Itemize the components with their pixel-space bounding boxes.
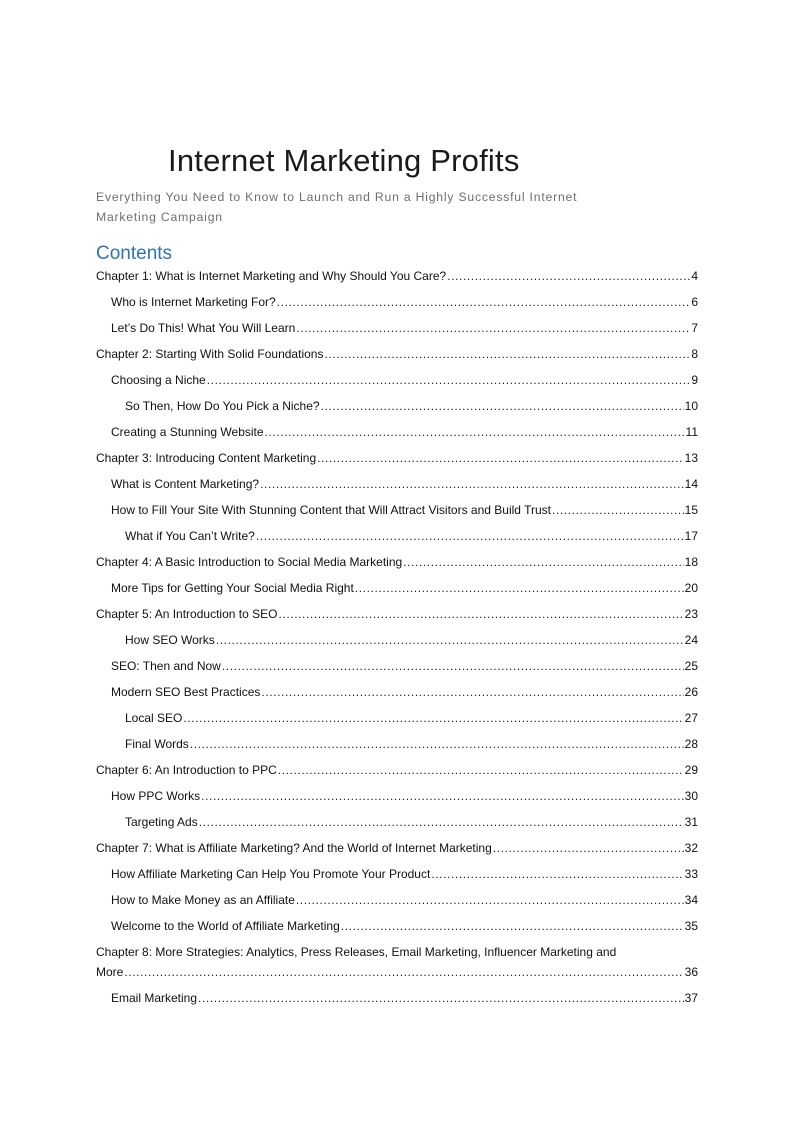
toc-entry-title: How Affiliate Marketing Can Help You Promote Your Product bbox=[111, 867, 431, 881]
toc-entry-title: Chapter 7: What is Affiliate Marketing? And the World of Internet Marketing bbox=[96, 841, 492, 855]
document-subtitle: Everything You Need to Know to Launch and Run a Highly Successful Internet Marketing Campaign bbox=[96, 190, 578, 224]
toc-dot-leader bbox=[190, 736, 684, 752]
toc-dot-leader bbox=[341, 918, 684, 934]
toc-dot-leader bbox=[207, 372, 691, 388]
toc-dot-leader bbox=[260, 476, 684, 492]
toc-dot-leader bbox=[198, 990, 684, 1006]
toc-entry[interactable] bbox=[96, 762, 698, 778]
toc-dot-leader bbox=[296, 892, 684, 908]
toc-entry-title: What is Content Marketing? bbox=[111, 477, 260, 491]
toc-dot-leader bbox=[317, 450, 684, 466]
toc-entry[interactable] bbox=[96, 502, 698, 518]
toc-entry[interactable] bbox=[96, 398, 698, 414]
toc-dot-leader bbox=[278, 606, 683, 622]
toc-page-number: 25 bbox=[684, 659, 698, 673]
toc-page-number: 34 bbox=[684, 893, 698, 907]
toc-dot-leader bbox=[261, 684, 683, 700]
toc-entry[interactable] bbox=[96, 450, 698, 466]
toc-dot-leader bbox=[124, 964, 683, 980]
toc-page-number: 20 bbox=[684, 581, 698, 595]
toc-entry-title-line1: Chapter 8: More Strategies: Analytics, Press Releases, Email Marketing, Influencer Marketing and bbox=[96, 945, 617, 959]
toc-entry-title: Chapter 2: Starting With Solid Foundations bbox=[96, 347, 324, 361]
toc-page-number: 31 bbox=[684, 815, 698, 829]
toc-dot-leader bbox=[493, 840, 684, 856]
toc-dot-leader bbox=[256, 528, 684, 544]
toc-page-number: 11 bbox=[685, 425, 698, 439]
toc-page-number: 29 bbox=[684, 763, 698, 777]
toc-entry[interactable] bbox=[96, 990, 698, 1006]
toc-page-number: 14 bbox=[684, 477, 698, 491]
toc-entry-title: How PPC Works bbox=[111, 789, 201, 803]
toc-dot-leader bbox=[277, 294, 691, 310]
toc-entry[interactable] bbox=[96, 372, 698, 388]
toc-page-number: 28 bbox=[684, 737, 698, 751]
toc-entry[interactable] bbox=[96, 580, 698, 596]
toc-page-number: 32 bbox=[684, 841, 698, 855]
toc-entry[interactable] bbox=[96, 814, 698, 830]
toc-entry-title: Targeting Ads bbox=[125, 815, 198, 829]
toc-dot-leader bbox=[183, 710, 683, 726]
toc-entry-title: How to Fill Your Site With Stunning Content that Will Attract Visitors and Build Trust bbox=[111, 503, 551, 517]
toc-dot-leader bbox=[447, 268, 690, 284]
toc-entry-title: How to Make Money as an Affiliate bbox=[111, 893, 295, 907]
toc-page-number: 24 bbox=[684, 633, 698, 647]
toc-entry[interactable] bbox=[96, 476, 698, 492]
toc-entry-title: Chapter 6: An Introduction to PPC bbox=[96, 763, 277, 777]
toc-page-number: 26 bbox=[684, 685, 698, 699]
toc-entry-chapter-8[interactable] bbox=[96, 944, 698, 980]
toc-entry-title-line2-row bbox=[96, 964, 698, 980]
toc-entry[interactable] bbox=[96, 736, 698, 752]
toc-entry[interactable] bbox=[96, 840, 698, 856]
toc-entry-title: Chapter 1: What is Internet Marketing and Why Should You Care? bbox=[96, 269, 447, 283]
toc-page-number: 33 bbox=[684, 867, 698, 881]
toc-page-number: 8 bbox=[691, 347, 698, 361]
toc-entry[interactable] bbox=[96, 320, 698, 336]
toc-entry[interactable] bbox=[96, 346, 698, 362]
toc-entry-title: Who is Internet Marketing For? bbox=[111, 295, 276, 309]
toc-dot-leader bbox=[222, 658, 684, 674]
toc-page-number: 27 bbox=[684, 711, 698, 725]
toc-entry-title: Local SEO bbox=[125, 711, 183, 725]
toc-page-number: 35 bbox=[684, 919, 698, 933]
toc-page-number: 17 bbox=[684, 529, 698, 543]
toc-entry-title: What if You Can’t Write? bbox=[125, 529, 255, 543]
table-of-contents bbox=[96, 268, 698, 1016]
toc-entry[interactable] bbox=[96, 658, 698, 674]
toc-page-number: 36 bbox=[684, 965, 698, 979]
toc-entry[interactable] bbox=[96, 606, 698, 622]
toc-entry[interactable] bbox=[96, 632, 698, 648]
toc-entry[interactable] bbox=[96, 710, 698, 726]
toc-dot-leader bbox=[278, 762, 684, 778]
toc-entry[interactable] bbox=[96, 866, 698, 882]
toc-page-number: 13 bbox=[684, 451, 698, 465]
toc-entry-title: So Then, How Do You Pick a Niche? bbox=[125, 399, 320, 413]
toc-entry-title: Welcome to the World of Affiliate Marketing bbox=[111, 919, 340, 933]
toc-entry-title: Creating a Stunning Website bbox=[111, 425, 264, 439]
toc-dot-leader bbox=[296, 320, 690, 336]
toc-entry[interactable] bbox=[96, 294, 698, 310]
toc-dot-leader bbox=[355, 580, 684, 596]
toc-entry-title: Chapter 4: A Basic Introduction to Social Media Marketing bbox=[96, 555, 403, 569]
toc-dot-leader bbox=[403, 554, 683, 570]
toc-page-number: 9 bbox=[691, 373, 698, 387]
toc-entry[interactable] bbox=[96, 892, 698, 908]
toc-page-number: 6 bbox=[691, 295, 698, 309]
toc-page-number: 7 bbox=[691, 321, 698, 335]
toc-entry-title: Chapter 5: An Introduction to SEO bbox=[96, 607, 278, 621]
contents-heading: Contents bbox=[96, 243, 173, 264]
toc-dot-leader bbox=[321, 398, 684, 414]
toc-dot-leader bbox=[324, 346, 690, 362]
toc-entry-title: Modern SEO Best Practices bbox=[111, 685, 261, 699]
toc-dot-leader bbox=[216, 632, 684, 648]
toc-dot-leader bbox=[552, 502, 684, 518]
document-title: Internet Marketing Profits bbox=[168, 143, 520, 178]
toc-entry-title: Final Words bbox=[125, 737, 189, 751]
toc-entry-title: Email Marketing bbox=[111, 991, 198, 1005]
toc-entry-title: Choosing a Niche bbox=[111, 373, 206, 387]
toc-entry-title-line2: More bbox=[96, 965, 124, 979]
toc-entry[interactable] bbox=[96, 788, 698, 804]
toc-dot-leader bbox=[431, 866, 683, 882]
toc-entry[interactable] bbox=[96, 528, 698, 544]
toc-page-number: 23 bbox=[684, 607, 698, 621]
toc-page-number: 15 bbox=[684, 503, 698, 517]
toc-entry[interactable] bbox=[96, 424, 698, 440]
toc-entry-title: Let’s Do This! What You Will Learn bbox=[111, 321, 296, 335]
toc-entry[interactable] bbox=[96, 554, 698, 570]
toc-page-number: 37 bbox=[684, 991, 698, 1005]
toc-page-number: 10 bbox=[684, 399, 698, 413]
toc-page-number: 18 bbox=[684, 555, 698, 569]
toc-entry[interactable] bbox=[96, 268, 698, 284]
toc-entry[interactable] bbox=[96, 684, 698, 700]
toc-dot-leader bbox=[201, 788, 684, 804]
toc-dot-leader bbox=[265, 424, 685, 440]
toc-page-number: 4 bbox=[691, 269, 698, 283]
toc-entry-title: More Tips for Getting Your Social Media Right bbox=[111, 581, 354, 595]
toc-entry-title: How SEO Works bbox=[125, 633, 215, 647]
toc-dot-leader bbox=[199, 814, 684, 830]
toc-entry-title: Chapter 3: Introducing Content Marketing bbox=[96, 451, 317, 465]
toc-entry[interactable] bbox=[96, 918, 698, 934]
toc-page-number: 30 bbox=[684, 789, 698, 803]
toc-entry-title: SEO: Then and Now bbox=[111, 659, 221, 673]
